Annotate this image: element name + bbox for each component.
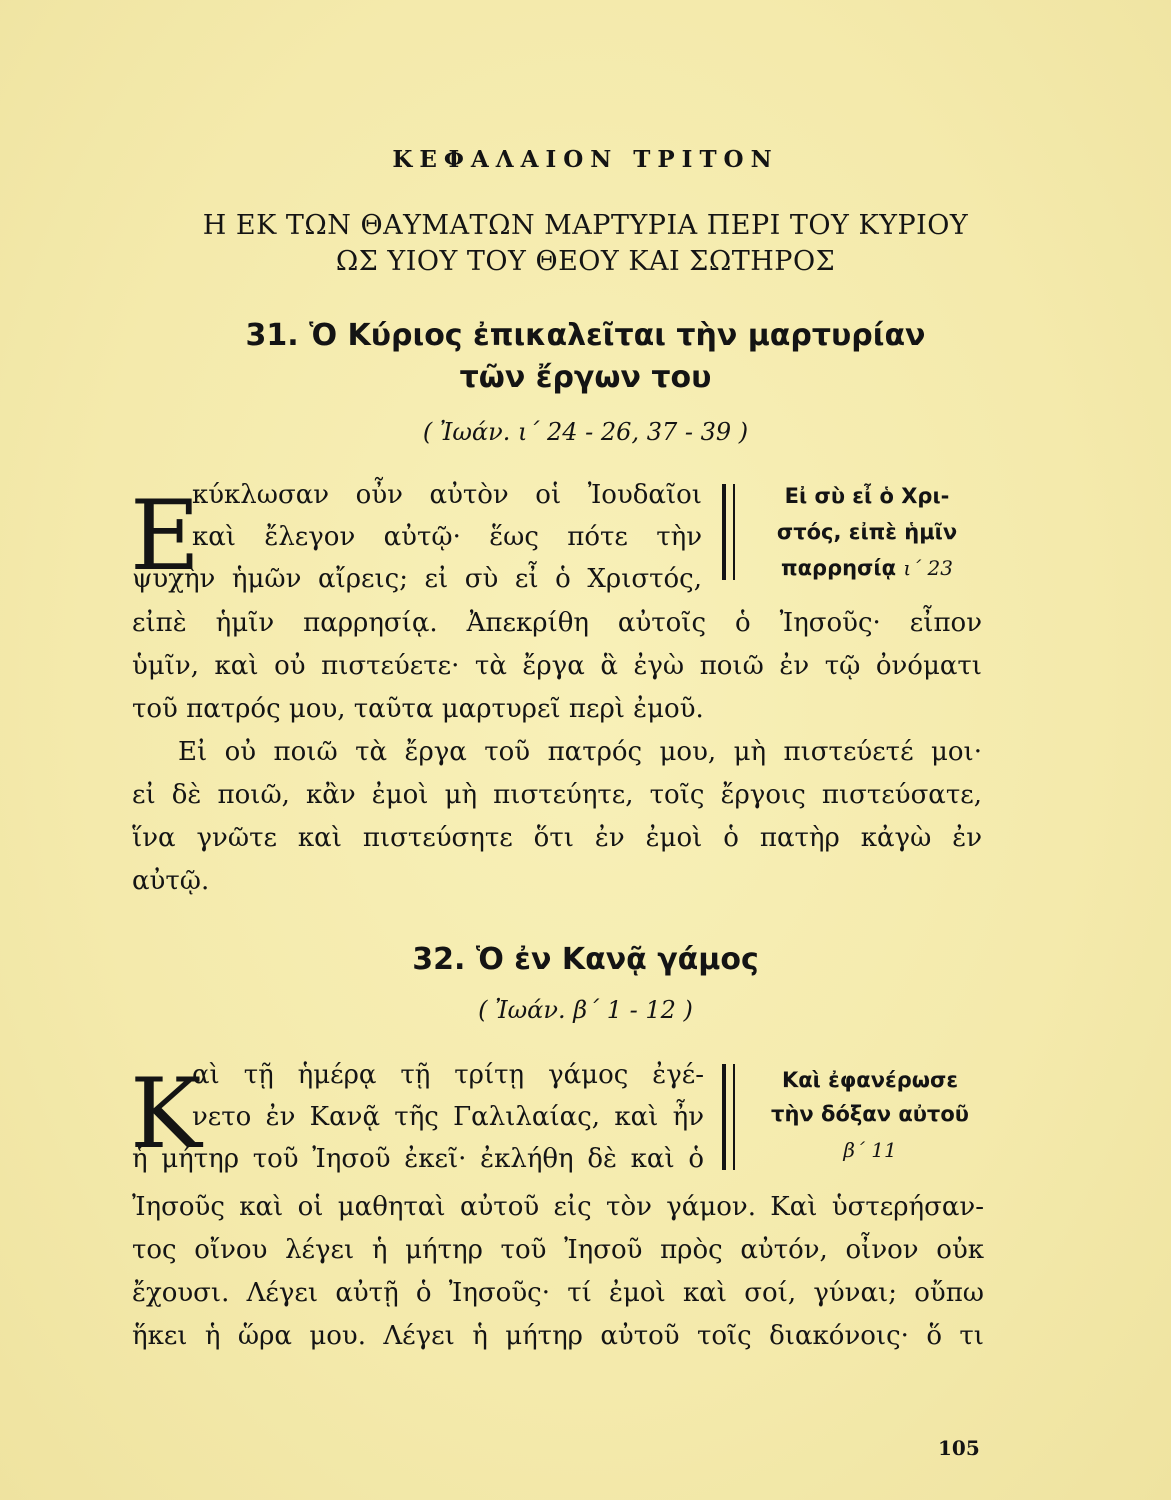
section-31-line-6: τοῦ πατρός μου, ταῦτα μαρτυρεῖ περὶ ἐμοῦ. [132, 694, 704, 724]
chapter-title-line-1: Η ΕΚ ΤΩΝ ΘΑΥΜΑΤΩΝ ΜΑΡΤΥΡΙΑ ΠΕΡΙ ΤΟΥ ΚΥΡΙΟΥ [202, 210, 969, 241]
section-32-line-1: αὶ τῇ ἡμέρᾳ τῇ τρίτῃ γάμος ἐγέ- [192, 1060, 704, 1090]
section-31-line-7: Εἰ οὐ ποιῶ τὰ ἔργα τοῦ πατρός μου, μὴ πιστεύετέ μοι· [178, 737, 982, 767]
margin-note-31-ref: ι΄ 23 [903, 556, 953, 580]
section-32-line-2: νετο ἐν Κανᾷ τῆς Γαλιλαίας, καὶ ἦν [192, 1102, 704, 1132]
margin-note-32-line-2: τὴν δόξαν αὐτοῦ [771, 1102, 969, 1126]
section-31-line-9: ἵνα γνῶτε καὶ πιστεύσητε ὅτι ἐν ἐμοὶ ὁ πατὴρ κἀγὼ ἐν [132, 823, 982, 853]
margin-note-31-line-2: στός, εἰπὲ ἡμῖν [776, 520, 958, 544]
margin-note-32-ref: β΄ 11 [843, 1138, 897, 1162]
section-31-line-1: κύκλωσαν οὖν αὐτὸν οἱ Ἰουδαῖοι [192, 480, 702, 510]
section-32-line-4: Ἰησοῦς καὶ οἱ μαθηταὶ αὐτοῦ εἰς τὸν γάμον. Καὶ ὑστερήσαν- [132, 1192, 984, 1222]
section-32-line-6: ἔχουσι. Λέγει αὐτῇ ὁ Ἰησοῦς· τί ἐμοὶ καὶ σοί, γύναι; οὔπω [132, 1278, 984, 1308]
chapter-title-line-2: ΩΣ ΥΙΟΥ ΤΟΥ ΘΕΟΥ ΚΑΙ ΣΩΤΗΡΟΣ [335, 246, 836, 277]
section-32-line-3: ἡ μήτηρ τοῦ Ἰησοῦ ἐκεῖ· ἐκλήθη δὲ καὶ ὁ [132, 1144, 704, 1174]
chapter-label: ΚΕΦΑΛΑΙΟΝ ΤΡΙΤΟΝ [392, 146, 779, 173]
section-31-line-3: ψυχὴν ἡμῶν αἴρεις; εἰ σὺ εἶ ὁ Χριστός, [132, 564, 702, 594]
section-31-reference: ( Ἰωάν. ι΄ 24 - 26, 37 - 39 ) [422, 418, 749, 446]
section-32-line-5: τος οἴνου λέγει ἡ μήτηρ τοῦ Ἰησοῦ πρὸς αὐτόν, οἶνον οὐκ [132, 1235, 984, 1265]
margin-note-31-bar-thick [722, 484, 726, 580]
section-32-reference: ( Ἰωάν. β΄ 1 - 12 ) [478, 996, 693, 1024]
section-32-heading: 32. Ὁ ἐν Κανᾷ γάμος [412, 942, 759, 977]
margin-note-32-bar-thin [733, 1064, 735, 1170]
page-number: 105 [938, 1436, 980, 1460]
section-31-dropcap: Ε [130, 480, 201, 592]
margin-note-31-text: παρρησίᾳ [781, 556, 897, 580]
section-31-line-8: εἰ δὲ ποιῶ, κἂν ἐμοὶ μὴ πιστεύητε, τοῖς ἔργοις πιστεύσατε, [132, 780, 982, 810]
margin-note-32-bar-thick [722, 1064, 726, 1170]
section-31-line-5: ὑμῖν, καὶ οὐ πιστεύετε· τὰ ἔργα ἃ ἐγὼ ποιῶ ἐν τῷ ὀνόματι [132, 651, 982, 681]
section-31-heading-line-2: τῶν ἔργων του [459, 360, 712, 395]
section-31-line-2: καὶ ἔλεγον αὐτῷ· ἕως πότε τὴν [192, 522, 702, 552]
margin-note-32-line-1: Καὶ ἐφανέρωσε [781, 1068, 959, 1092]
section-31-heading-line-1: 31. Ὁ Κύριος ἐπικαλεῖται τὴν μαρτυρίαν [245, 318, 926, 353]
section-32-line-7: ἥκει ἡ ὥρα μου. Λέγει ἡ μήτηρ αὐτοῦ τοῖς διακόνοις· ὅ τι [132, 1321, 984, 1351]
margin-note-31-line-3 [752, 556, 982, 580]
section-31-line-4: εἰπὲ ἡμῖν παρρησίᾳ. Ἀπεκρίθη αὐτοῖς ὁ Ἰησοῦς· εἶπον [132, 608, 982, 638]
margin-note-31-bar-thin [733, 484, 735, 580]
margin-note-31-line-1: Εἰ σὺ εἶ ὁ Χρι- [784, 484, 950, 508]
section-32-dropcap: Κ [130, 1058, 202, 1170]
section-31-line-10: αὐτῷ. [132, 866, 210, 896]
